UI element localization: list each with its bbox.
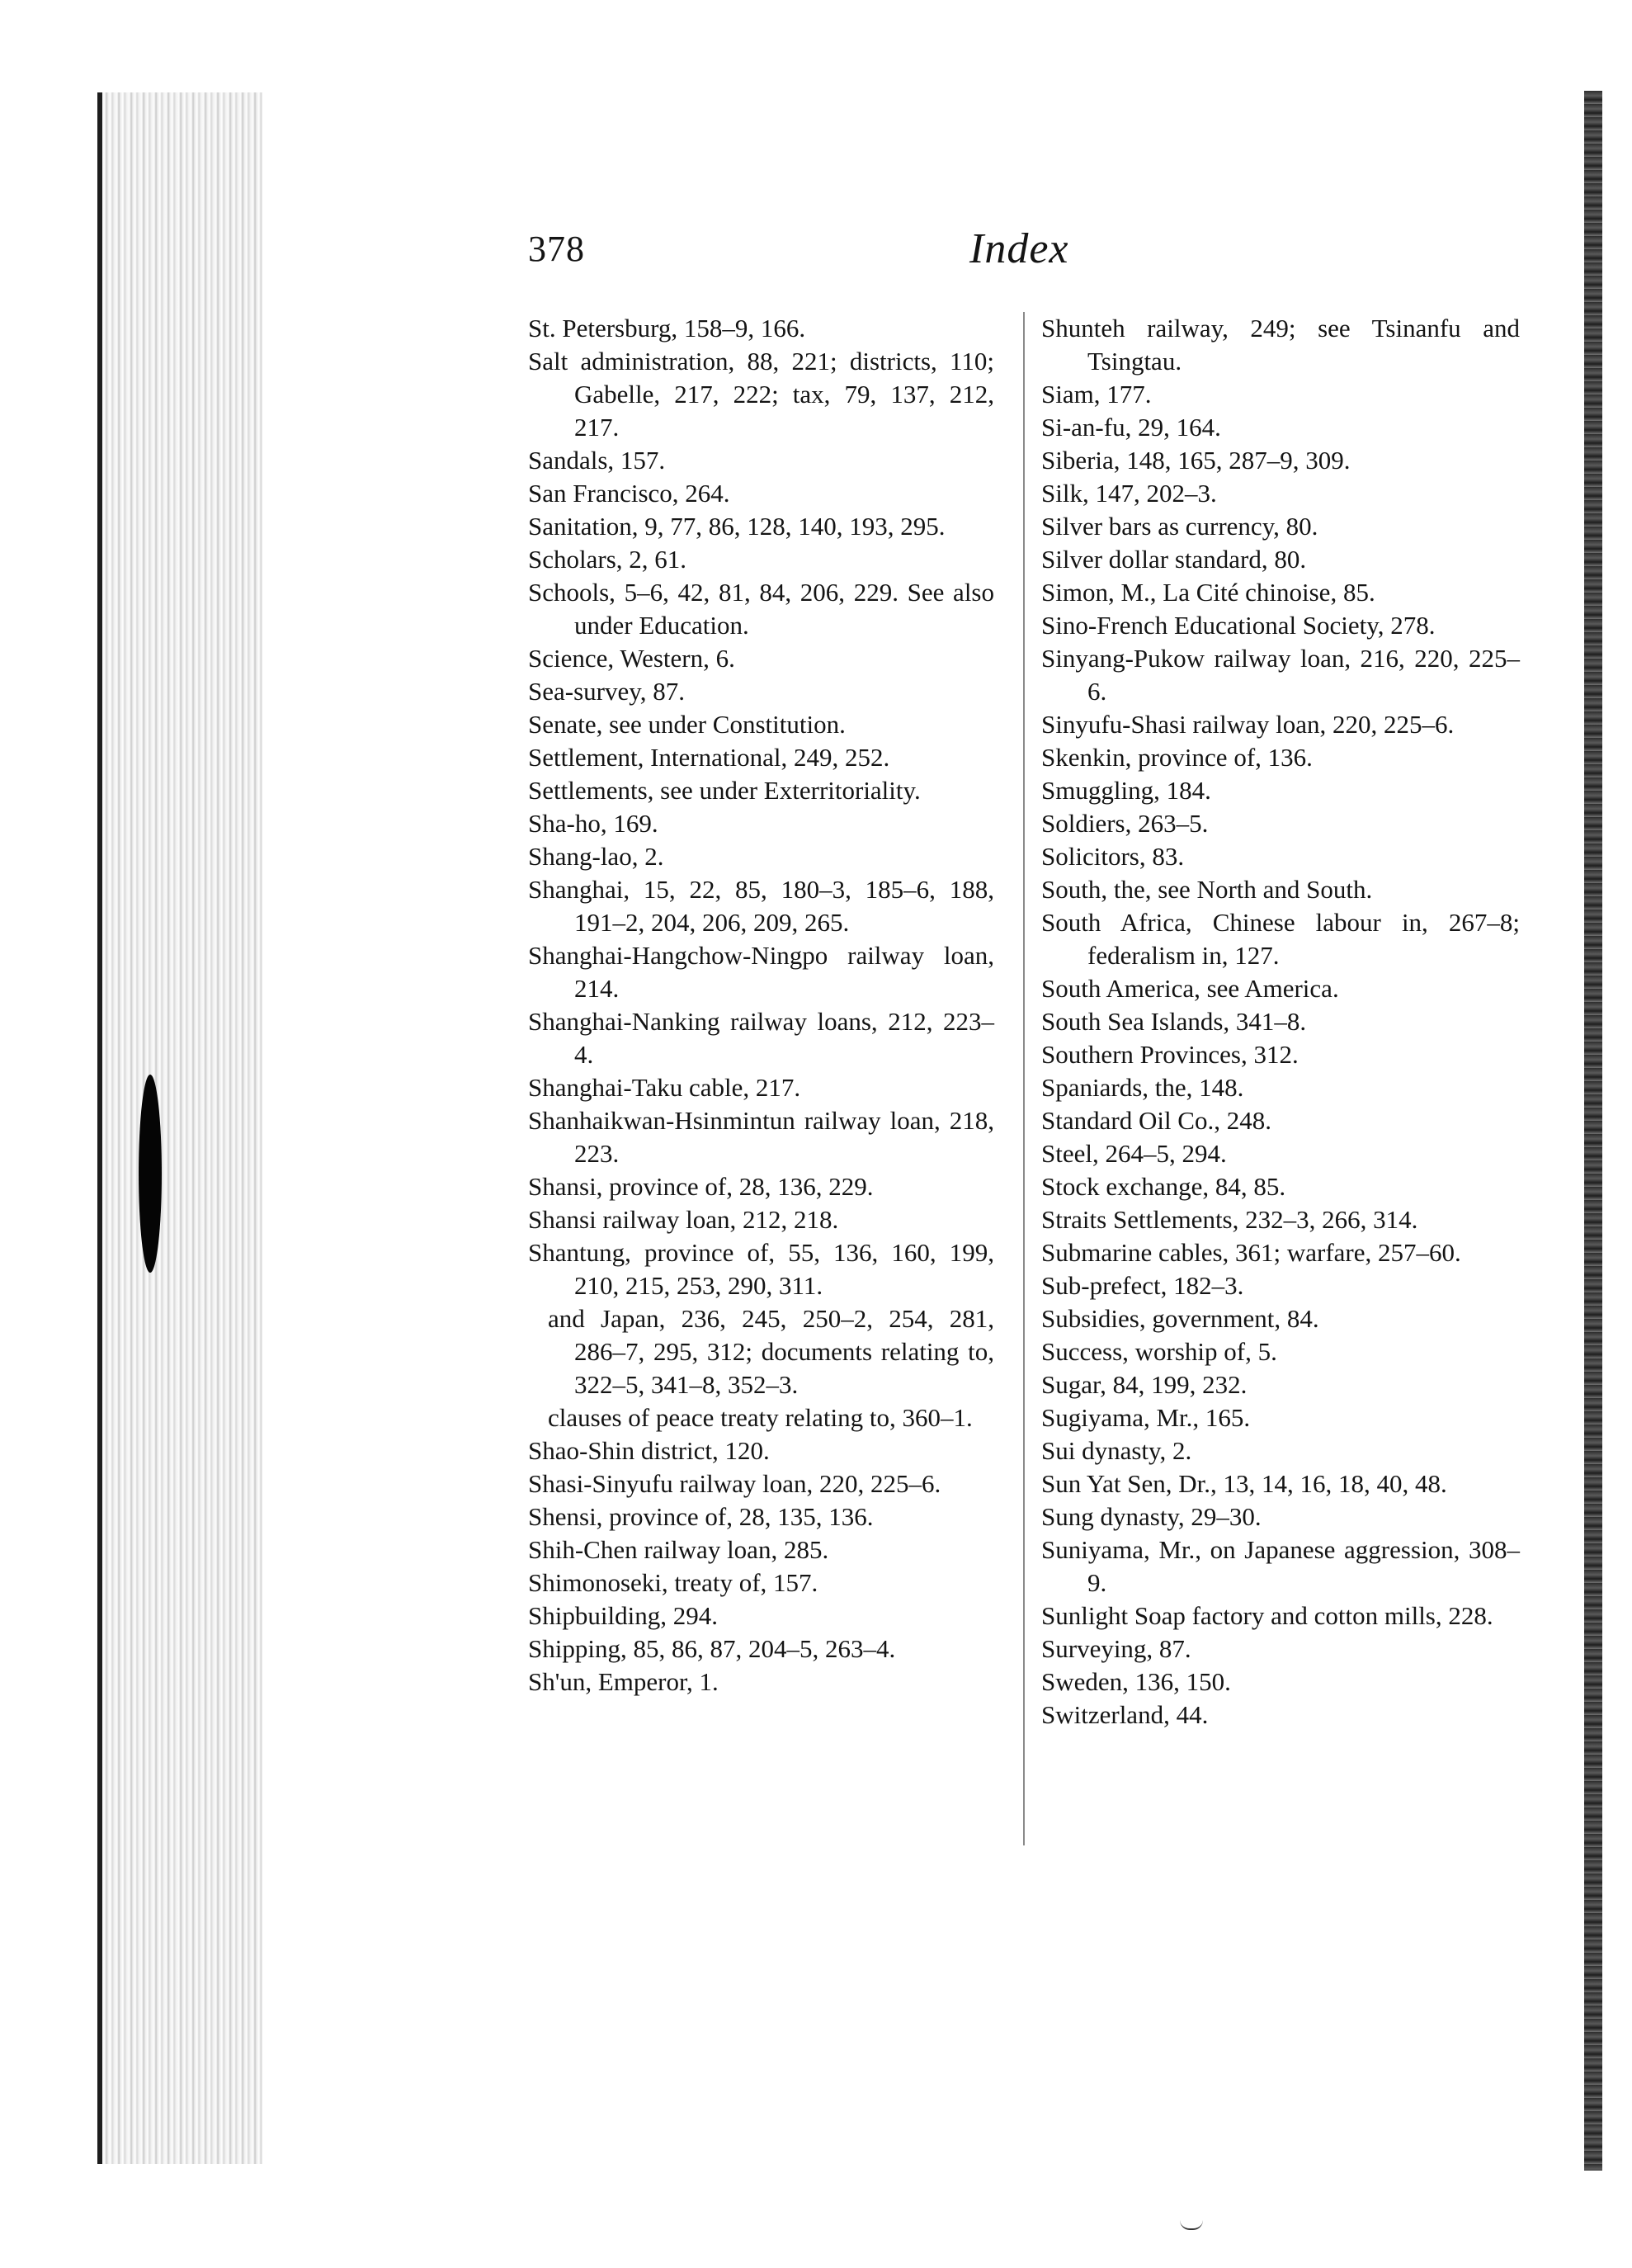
index-entry: South Africa, Chinese labour in, 267–8; federalism in, 127. [1041, 908, 1520, 970]
index-entry: Southern Provinces, 312. [1041, 1040, 1299, 1069]
index-entry: Sugar, 84, 199, 232. [1041, 1370, 1248, 1399]
index-entry: Spaniards, the, 148. [1041, 1073, 1244, 1102]
index-entry: Skenkin, province of, 136. [1041, 743, 1313, 772]
index-entry: Siberia, 148, 165, 287–9, 309. [1041, 446, 1351, 475]
index-entry: Simon, M., La Cité chinoise, 85. [1041, 578, 1375, 607]
column-divider [1023, 312, 1025, 1845]
index-entry: Shao-Shin district, 120. [528, 1436, 770, 1465]
index-entry: Sinyang-Pukow railway loan, 216, 220, 225–6. [1041, 644, 1520, 706]
index-entry: San Francisco, 264. [528, 479, 730, 508]
index-entry: Solicitors, 83. [1041, 842, 1185, 871]
index-entry: Shanghai, 15, 22, 85, 180–3, 185–6, 188, 191–2, 204, 206, 209, 265. [528, 875, 994, 937]
index-entry: Shansi railway loan, 212, 218. [528, 1205, 839, 1234]
index-entry: Schools, 5–6, 42, 81, 84, 206, 229. See also under Education. [528, 578, 994, 640]
index-entry: Shih-Chen railway loan, 285. [528, 1535, 829, 1564]
index-entry: Sunlight Soap factory and cotton mills, 228. [1041, 1601, 1493, 1630]
index-entry: Subsidies, government, 84. [1041, 1304, 1319, 1333]
index-subentry: clauses of peace treaty relating to, 360–1. [548, 1403, 973, 1432]
index-entry: Stock exchange, 84, 85. [1041, 1172, 1286, 1201]
index-entry: Si-an-fu, 29, 164. [1041, 413, 1221, 442]
index-entry: Submarine cables, 361; warfare, 257–60. [1041, 1238, 1461, 1267]
index-subentry: and Japan, 236, 245, 250–2, 254, 281, 286–7, 295, 312; documents relating to, 322–5, 341–8, 352–3. [548, 1304, 994, 1399]
index-entry: Shanghai-Nanking railway loans, 212, 223–4. [528, 1007, 994, 1069]
index-entry: Surveying, 87. [1041, 1634, 1191, 1663]
index-entry: Silver dollar standard, 80. [1041, 545, 1307, 574]
index-entry: St. Petersburg, 158–9, 166. [528, 314, 806, 343]
index-entry: Sung dynasty, 29–30. [1041, 1502, 1262, 1531]
page-title: Index [969, 225, 1069, 272]
index-entry: Siam, 177. [1041, 380, 1152, 409]
right-binding-shadow [1584, 91, 1602, 2171]
index-entry: Scholars, 2, 61. [528, 545, 687, 574]
index-entry: Shensi, province of, 28, 135, 136. [528, 1502, 874, 1531]
index-entry: Science, Western, 6. [528, 644, 735, 673]
index-entry: Suniyama, Mr., on Japanese aggression, 308–9. [1041, 1535, 1520, 1597]
index-column-left [528, 312, 994, 1699]
index-entry: Shantung, province of, 55, 136, 160, 199, 210, 215, 253, 290, 311. [528, 1238, 994, 1300]
index-entry: Soldiers, 263–5. [1041, 809, 1209, 838]
index-entry: Senate, see under Constitution. [528, 710, 846, 739]
index-entry: Silk, 147, 202–3. [1041, 479, 1217, 508]
index-entry: Sh'un, Emperor, 1. [528, 1667, 719, 1696]
index-entry: Shipping, 85, 86, 87, 204–5, 263–4. [528, 1634, 896, 1663]
index-entry: Shanghai-Taku cable, 217. [528, 1073, 801, 1102]
index-entry: Switzerland, 44. [1041, 1700, 1209, 1729]
book-page-edges [97, 92, 267, 2164]
index-entry: Success, worship of, 5. [1041, 1337, 1277, 1366]
index-entry: Sinyufu-Shasi railway loan, 220, 225–6. [1041, 710, 1455, 739]
index-entry: Smuggling, 184. [1041, 776, 1211, 805]
index-entry: Shanhaikwan-Hsinmintun railway loan, 218, 223. [528, 1106, 994, 1168]
index-entry: Silver bars as currency, 80. [1041, 512, 1318, 541]
page-smudge-mark [1180, 2220, 1203, 2230]
index-entry: Standard Oil Co., 248. [1041, 1106, 1271, 1135]
index-entry: Salt administration, 88, 221; districts, 110; Gabelle, 217, 222; tax, 79, 137, 212, 217. [528, 347, 994, 442]
index-entry: Sea-survey, 87. [528, 677, 685, 706]
index-entry: Sandals, 157. [528, 446, 666, 475]
index-entry: Shang-lao, 2. [528, 842, 664, 871]
index-entry: Sub-prefect, 182–3. [1041, 1271, 1244, 1300]
index-entry: Steel, 264–5, 294. [1041, 1139, 1227, 1168]
index-entry: South America, see America. [1041, 974, 1339, 1003]
index-entry: Shasi-Sinyufu railway loan, 220, 225–6. [528, 1469, 941, 1498]
index-entry: Settlement, International, 249, 252. [528, 743, 890, 772]
index-entry: Sugiyama, Mr., 165. [1041, 1403, 1251, 1432]
index-entry: Sanitation, 9, 77, 86, 128, 140, 193, 295. [528, 512, 946, 541]
index-entry: Sino-French Educational Society, 278. [1041, 611, 1436, 640]
index-entry: Shanghai-Hangchow-Ningpo railway loan, 214. [528, 941, 994, 1003]
index-column-right [1041, 312, 1520, 1732]
index-entry: Settlements, see under Exterritoriality. [528, 776, 921, 805]
index-entry: Shimonoseki, treaty of, 157. [528, 1568, 818, 1597]
index-entry: Sui dynasty, 2. [1041, 1436, 1192, 1465]
index-entry: South Sea Islands, 341–8. [1041, 1007, 1307, 1036]
index-entry: Shunteh railway, 249; see Tsinanfu and Tsingtau. [1041, 314, 1520, 376]
index-entry: South, the, see North and South. [1041, 875, 1373, 904]
index-entry: Shansi, province of, 28, 136, 229. [528, 1172, 874, 1201]
index-entry: Shipbuilding, 294. [528, 1601, 718, 1630]
index-entry: Straits Settlements, 232–3, 266, 314. [1041, 1205, 1418, 1234]
page-number: 378 [528, 229, 585, 269]
index-entry: Sweden, 136, 150. [1041, 1667, 1231, 1696]
index-entry: Sha-ho, 169. [528, 809, 658, 838]
index-entry: Sun Yat Sen, Dr., 13, 14, 16, 18, 40, 48. [1041, 1469, 1447, 1498]
